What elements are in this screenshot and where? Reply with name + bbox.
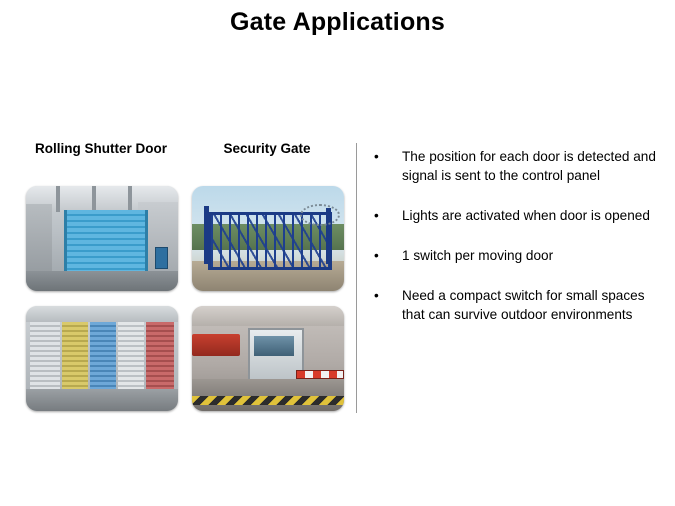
bullet-marker-icon: • bbox=[374, 288, 379, 303]
photo-parking-booth-barrier bbox=[192, 306, 344, 411]
photo-blue-security-gate bbox=[192, 186, 344, 291]
bullet-list bbox=[372, 147, 660, 345]
photo-rolling-shutter-door-warehouse bbox=[26, 186, 178, 291]
list-item-text: The position for each door is detected and signal is sent to the control panel bbox=[402, 149, 656, 183]
bullet-marker-icon: • bbox=[374, 208, 379, 223]
page-title: Gate Applications bbox=[229, 8, 445, 36]
list-item-text: Need a compact switch for small spaces that can survive outdoor environments bbox=[402, 288, 645, 322]
images-area bbox=[20, 140, 340, 184]
column-heading-rolling-shutter-door: Rolling Shutter Door bbox=[35, 141, 167, 156]
list-item bbox=[372, 147, 660, 185]
vertical-divider bbox=[356, 143, 357, 413]
list-item-text: 1 switch per moving door bbox=[402, 248, 554, 263]
list-item bbox=[372, 206, 660, 225]
bullet-marker-icon: • bbox=[374, 149, 379, 164]
column-heading-security-gate: Security Gate bbox=[223, 141, 311, 156]
photo-multicolor-rolling-shutters bbox=[26, 306, 178, 411]
column-headings bbox=[20, 140, 340, 184]
bullet-marker-icon: • bbox=[374, 248, 379, 263]
list-item bbox=[372, 286, 660, 324]
list-item bbox=[372, 246, 660, 265]
list-item-text: Lights are activated when door is opened bbox=[402, 208, 650, 223]
